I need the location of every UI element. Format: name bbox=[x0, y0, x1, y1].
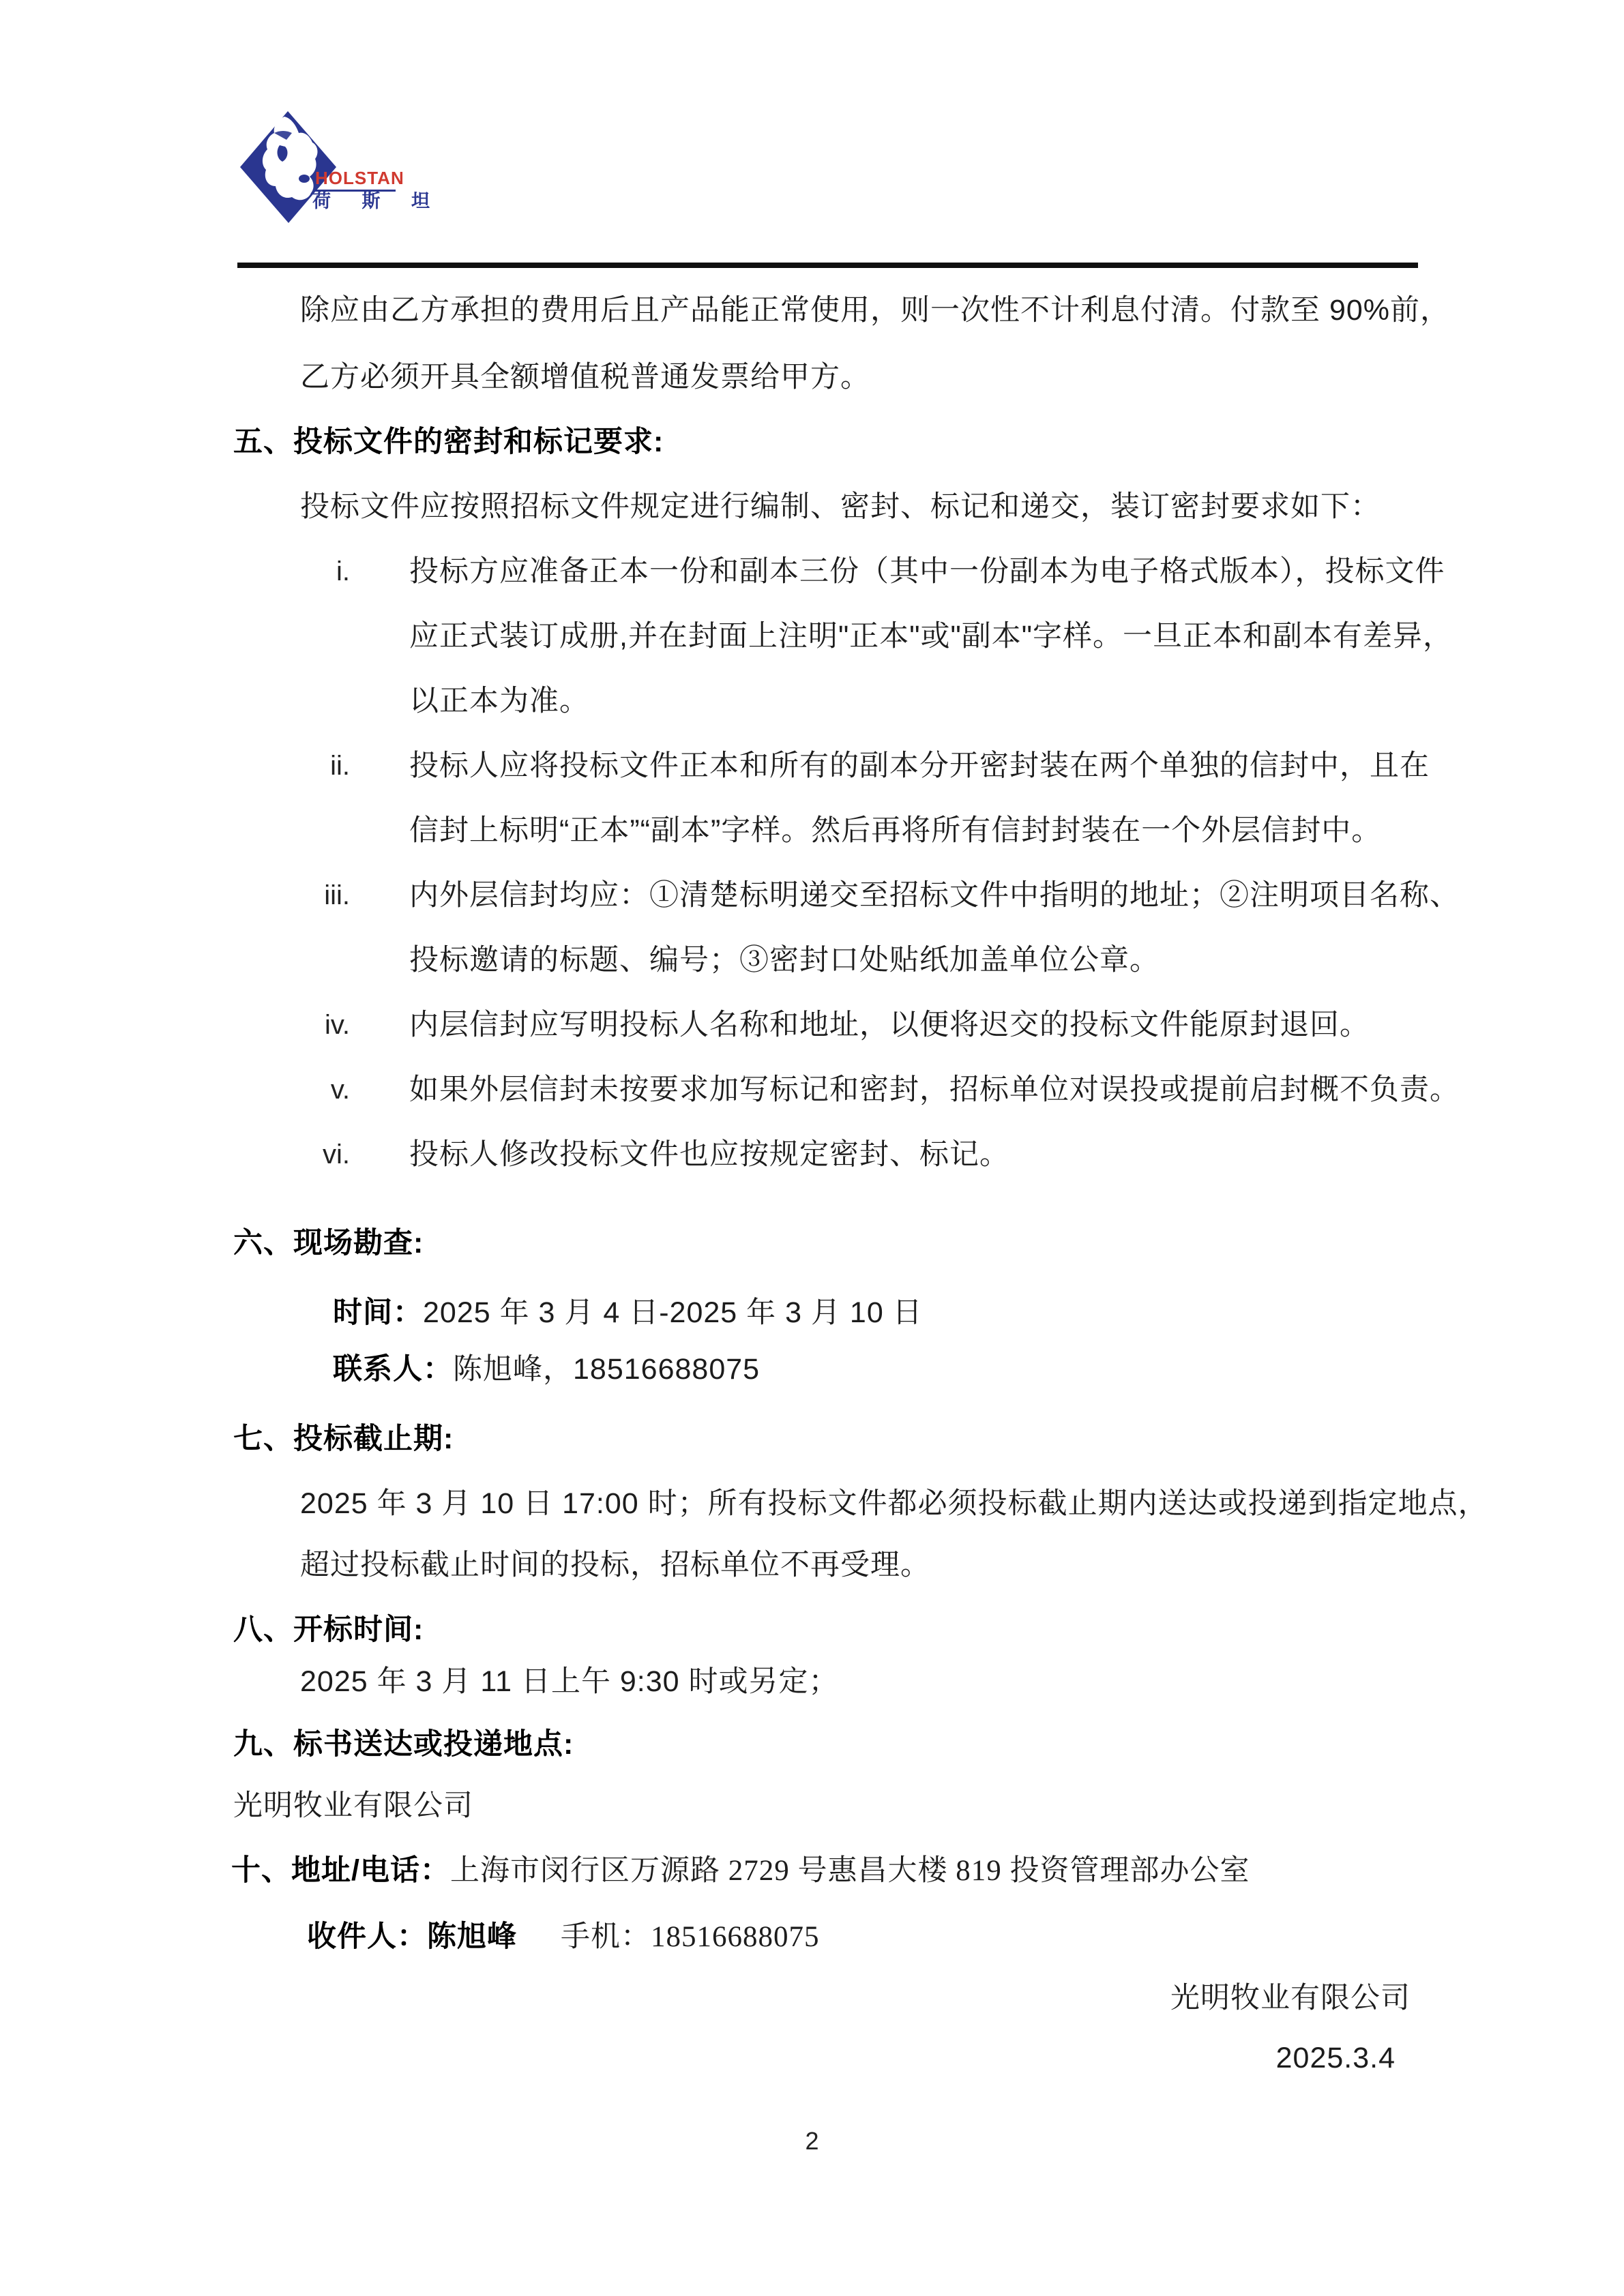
list-item-number: iv. bbox=[324, 1010, 350, 1040]
list-item-text: 投标人修改投标文件也应按规定密封、标记。 bbox=[409, 1138, 1009, 1171]
recipient-phone: 手机：18516688075 bbox=[561, 1921, 820, 1953]
intro-line-2: 乙方必须开具全额增值税普通发票给甲方。 bbox=[300, 361, 870, 393]
contact-value: 陈旭峰，18516688075 bbox=[453, 1353, 761, 1386]
list-item-text: 如果外层信封未按要求加写标记和密封，招标单位对误投或提前启封概不负责。 bbox=[409, 1073, 1460, 1106]
section6-heading: 六、现场勘查: bbox=[233, 1227, 424, 1259]
signature-date: 2025.3.4 bbox=[1275, 2042, 1396, 2074]
site-visit-contact-line bbox=[333, 1349, 760, 1390]
signature-company: 光明牧业有限公司 bbox=[1170, 1982, 1411, 2014]
section7-heading: 七、投标截止期: bbox=[233, 1422, 454, 1455]
opening-time-line: 2025 年 3 月 11 日上午 9:30 时或另定； bbox=[300, 1665, 839, 1698]
recipient-line bbox=[307, 1916, 820, 1958]
section5-intro: 投标文件应按照招标文件规定进行编制、密封、标记和递交，装订密封要求如下： bbox=[300, 490, 1381, 523]
contact-label: 联系人： bbox=[333, 1353, 453, 1386]
deadline-line-2: 超过投标截止时间的投标，招标单位不再受理。 bbox=[300, 1549, 930, 1581]
intro-line-1: 除应由乙方承担的费用后且产品能正常使用，则一次性不计利息付清。付款至 90%前， bbox=[300, 294, 1451, 327]
site-visit-time-line bbox=[333, 1292, 923, 1333]
list-item-text: 投标方应准备正本一份和副本三份（其中一份副本为电子格式版本），投标文件 bbox=[409, 555, 1445, 588]
list-item-number: iii. bbox=[324, 880, 350, 910]
list-item-number: ii. bbox=[330, 751, 350, 781]
list-item-text: 投标人应将投标文件正本和所有的副本分开密封装在两个单独的信封中，且在 bbox=[409, 749, 1430, 782]
list-item-text: 信封上标明“正本”“副本”字样。然后再将所有信封封装在一个外层信封中。 bbox=[409, 814, 1382, 847]
list-item-number: v. bbox=[330, 1075, 350, 1105]
address-label: 十、地址/电话： bbox=[231, 1854, 450, 1887]
list-item-number: vi. bbox=[323, 1139, 350, 1169]
list-item-text: 内层信封应写明投标人名称和地址，以便将迟交的投标文件能原封退回。 bbox=[409, 1009, 1370, 1041]
section9-heading: 九、标书送达或投递地点: bbox=[233, 1728, 574, 1761]
list-item-number: i. bbox=[336, 556, 350, 586]
logo-wordmark-zh: 荷 斯 坦 bbox=[312, 191, 443, 211]
page-number: 2 bbox=[805, 2127, 819, 2155]
address-line bbox=[231, 1850, 1250, 1892]
delivery-company: 光明牧业有限公司 bbox=[233, 1789, 473, 1822]
recipient-name: 收件人：陈旭峰 bbox=[307, 1920, 517, 1953]
header-divider bbox=[237, 263, 1418, 268]
deadline-line-1: 2025 年 3 月 10 日 17:00 时；所有投标文件都必须投标截止期内送达或投递到指定地点， bbox=[300, 1487, 1488, 1520]
list-item-text: 投标邀请的标题、编号；③密封口处贴纸加盖单位公章。 bbox=[409, 944, 1160, 976]
time-value: 2025 年 3 月 4 日-2025 年 3 月 10 日 bbox=[423, 1296, 923, 1329]
list-item-text: 应正式装订成册,并在封面上注明"正本"或"副本"字样。一旦正本和副本有差异， bbox=[409, 620, 1453, 653]
logo-wordmark-en: HOLSTAN bbox=[315, 168, 404, 188]
time-label: 时间： bbox=[333, 1296, 423, 1329]
section5-heading: 五、投标文件的密封和标记要求: bbox=[233, 426, 664, 458]
section8-heading: 八、开标时间: bbox=[233, 1613, 424, 1646]
address-value: 上海市闵行区万源路 2729 号惠昌大楼 819 投资管理部办公室 bbox=[449, 1855, 1250, 1887]
list-item-text: 内外层信封均应：①清楚标明递交至招标文件中指明的地址；②注明项目名称、 bbox=[409, 879, 1460, 912]
list-item-text: 以正本为准。 bbox=[409, 685, 589, 717]
